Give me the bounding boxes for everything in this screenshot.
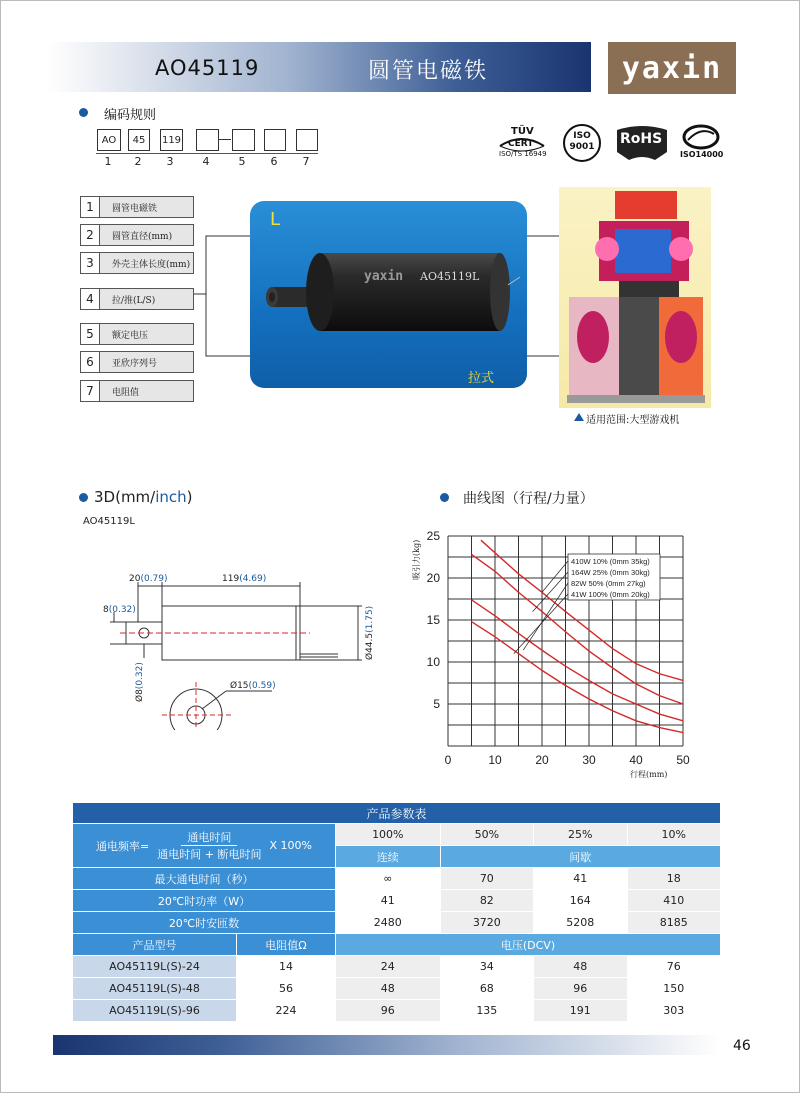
table-cell: 2480 [336,912,441,934]
voltage-cell: 24 [336,956,441,978]
voltage-cell: 48 [534,956,627,978]
dim-value: Ø44.5 [365,632,375,660]
dim-value: 8 [103,605,109,615]
code-underline [96,153,318,154]
dim-body-diameter [365,606,375,660]
iso-num: 9001 [569,142,595,152]
code-dash [219,139,231,140]
rule-num: 3 [81,253,100,273]
dim-body-length [222,574,266,584]
rule-item [80,196,194,218]
drawing-heading-inch: inch [155,488,187,506]
duty-cell: 10% [627,824,721,846]
legend-entry: 41W 100% (0mm 20kg) [571,590,650,599]
duty-cell: 50% [440,824,533,846]
duty-cell: 25% [534,824,627,846]
bullet-icon [79,493,88,502]
parameter-table [72,802,721,1022]
voltage-cell: 150 [627,978,721,1000]
dim-inch: (4.69) [239,574,267,584]
chart-legend [514,554,660,654]
code-num-6: 6 [270,155,278,168]
code-num-2: 2 [134,155,142,168]
voltage-cell: 68 [440,978,533,1000]
header-band [47,42,591,92]
table-cell: 70 [440,868,533,890]
dim-shaft-width [103,605,136,615]
dim-inch: (0.32) [108,605,136,615]
rule-num: 5 [81,324,100,344]
photo-model: AO45119L [420,270,480,283]
brand-logo-text: yaxin [621,50,723,86]
product-photo [250,201,527,388]
code-num-4: 4 [202,155,210,168]
rohs-icon [615,124,669,162]
page-number: 46 [733,1038,751,1054]
code-box-2: 45 [128,129,150,151]
table-cell: 18 [627,868,721,890]
iso14000-label: ISO14000 [680,150,724,159]
application-caption: 适用范围:大型游戏机 [586,415,680,426]
y-tick-label: 5 [433,697,440,711]
resistance-value: 56 [237,978,336,1000]
dim-shaft-diameter [135,662,145,702]
dim-value: Ø15 [230,681,249,691]
freq-formula-cell [73,824,336,868]
rule-text: 电阻值 [112,387,140,398]
freq-numerator: 通电时间 [181,829,237,846]
freq-denominator: 通电时间 + 断电时间 [157,848,262,861]
tuv-sub: CERT [508,139,534,149]
iso9001-icon [563,124,601,162]
voltage-cell: 191 [534,1000,627,1022]
freq-multiplier: X 100% [269,839,312,852]
y-tick-label: 15 [426,613,440,627]
tuv-label: TÜV [511,126,534,137]
photo-letter: L [270,209,281,230]
legend-entry: 82W 50% (0mm 27kg) [571,579,646,588]
row-label: 20℃时安匝数 [73,912,336,934]
code-box-1: AO [97,129,121,151]
tuv-cert-icon [496,126,548,160]
rule-item [80,224,194,246]
header-title: 圆管电磁铁 [368,59,489,84]
resistance-value: 224 [237,1000,336,1022]
table-cell: 3720 [440,912,533,934]
row-label: 20℃时功率（W） [73,890,336,912]
table-cell: 41 [336,890,441,912]
x-tick-label: 0 [444,753,452,767]
photo-brand: yaxin [364,269,404,284]
model-name: AO45119L(S)-24 [73,956,237,978]
dim-end-circle [230,681,276,691]
legend-entry: 410W 10% (0mm 35kg) [571,557,650,566]
legend-entry: 164W 25% (0mm 30kg) [571,568,650,577]
code-num-3: 3 [166,155,174,168]
code-box-5 [232,129,255,151]
bullet-icon [440,493,449,502]
legend-leader-line [523,583,568,650]
rule-text: 亚欣序列号 [112,358,158,369]
continuous-cell: 连续 [336,846,441,868]
table-cell: 8185 [627,912,721,934]
series-line [472,600,684,721]
table-cell: ∞ [336,868,441,890]
dim-inch: (0.79) [140,574,168,584]
drawing-heading-prefix: 3D(mm/ [94,488,156,506]
code-box-4 [196,129,219,151]
model-name: AO45119L(S)-48 [73,978,237,1000]
rule-text: 圆管直径(mm) [112,231,173,242]
voltage-cell: 48 [336,978,441,1000]
rule-text: 外壳主体长度(mm) [112,259,191,270]
code-num-7: 7 [302,155,310,168]
y-tick-label: 20 [426,571,440,585]
brand-logo [608,42,736,94]
intermittent-cell: 间歇 [440,846,720,868]
y-tick-label: 25 [426,529,440,543]
dim-inch: (0.59) [248,681,276,691]
rule-connector-lines [192,230,252,360]
chart-xlabel: 行程(mm) [630,770,668,779]
voltage-cell: 135 [440,1000,533,1022]
game-machine-image [559,187,711,408]
drawing-heading [94,488,193,506]
rule-text: 额定电压 [112,330,149,341]
drawing-heading-suffix: ) [186,488,193,506]
voltage-cell: 96 [336,1000,441,1022]
code-box-6 [264,129,286,151]
x-tick-label: 50 [676,753,690,767]
voltage-cell: 34 [440,956,533,978]
photo-connector-lines [527,230,561,360]
x-tick-label: 10 [488,753,502,767]
rohs-label: RoHS [620,131,663,147]
code-box-7 [296,129,318,151]
model-header: 产品型号 [73,934,237,956]
voltage-cell: 76 [627,956,721,978]
duty-cell: 100% [336,824,441,846]
rule-num: 7 [81,381,100,401]
photo-caption: 拉式 [468,371,495,386]
iso-label: ISO [573,131,591,141]
technical-drawing [100,560,390,730]
table-cell: 41 [534,868,627,890]
rule-text: 圆管电磁铁 [112,203,158,214]
rule-num: 1 [81,197,100,217]
voltage-cell: 96 [534,978,627,1000]
code-num-1: 1 [104,155,112,168]
rule-num: 2 [81,225,100,245]
resistance-header: 电阻值Ω [237,934,336,956]
header-model: AO45119 [155,56,260,80]
rule-item [80,288,194,310]
chart-heading: 曲线图（行程/力量） [463,491,594,507]
resistance-value: 14 [237,956,336,978]
series-line [472,622,684,733]
freq-label: 通电频率= [96,839,150,853]
force-stroke-chart [400,520,700,790]
voltage-cell: 303 [627,1000,721,1022]
table-cell: 5208 [534,912,627,934]
x-tick-label: 40 [629,753,643,767]
footer-band [53,1035,720,1055]
iso14000-icon [678,124,724,162]
table-cell: 82 [440,890,533,912]
dim-shaft-length [129,574,168,584]
x-tick-label: 20 [535,753,549,767]
rule-num: 4 [81,289,100,309]
code-num-5: 5 [238,155,246,168]
triangle-icon [574,413,584,421]
dim-value: 119 [222,574,240,584]
table-cell: 164 [534,890,627,912]
tuv-std: ISO/TS 16949 [499,150,547,158]
table-cell: 410 [627,890,721,912]
row-label: 最大通电时间（秒） [73,868,336,890]
legend-leader-line [514,594,568,654]
dim-value: Ø8 [135,689,145,702]
x-tick-label: 30 [582,753,596,767]
bullet-icon [79,108,88,117]
voltage-header: 电压(DCV) [336,934,721,956]
coding-heading: 编码规则 [104,108,157,123]
model-name: AO45119L(S)-96 [73,1000,237,1022]
rule-item [80,323,194,345]
y-tick-label: 10 [426,655,440,669]
rule-text: 拉/推(L/S) [112,295,156,306]
chart-ylabel: 吸引力(kg) [412,539,421,580]
rule-item [80,380,194,402]
rule-item [80,252,194,274]
rule-item [80,351,194,373]
dim-value: 20 [129,574,141,584]
table-title: 产品参数表 [73,803,721,824]
dim-inch: (1.75) [365,605,375,633]
rule-num: 6 [81,352,100,372]
dim-inch: (0.32) [135,662,145,690]
drawing-model: AO45119L [83,516,135,527]
code-box-3: 119 [160,129,183,151]
